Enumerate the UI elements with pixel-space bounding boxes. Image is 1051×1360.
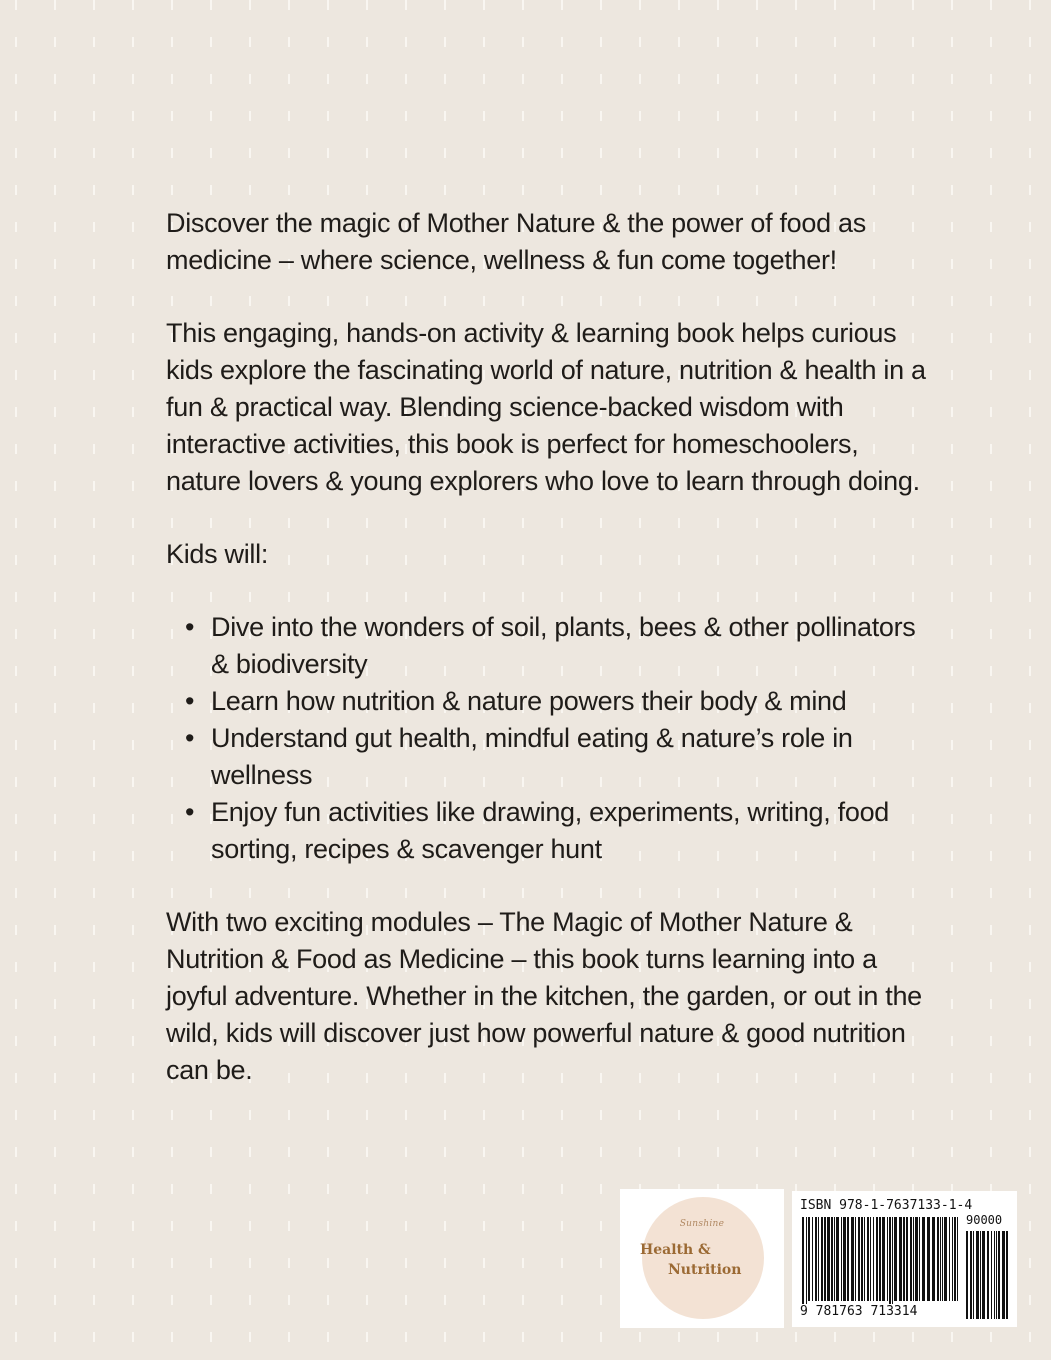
barcode-bar xyxy=(952,1217,953,1301)
barcode-bar xyxy=(1006,1231,1008,1319)
barcode-bar xyxy=(980,1231,981,1319)
barcode-bar xyxy=(1002,1231,1005,1319)
barcode-bar xyxy=(864,1217,865,1301)
barcode-bar xyxy=(847,1217,849,1301)
barcode-bar xyxy=(843,1217,846,1301)
barcode-bar xyxy=(903,1217,905,1301)
barcode-bar xyxy=(982,1231,985,1319)
barcode-bar xyxy=(821,1217,823,1301)
barcode-bar xyxy=(954,1217,956,1301)
barcode-bar xyxy=(944,1217,947,1301)
intro-paragraph: Discover the magic of Mother Nature & the power of food as medicine – where science, wellness & fun come together! xyxy=(166,208,866,275)
barcode-bar xyxy=(927,1217,930,1301)
barcode-bar xyxy=(987,1231,989,1319)
isbn-barcode xyxy=(792,1191,1017,1327)
barcode-bar xyxy=(831,1217,833,1301)
barcode-bar xyxy=(919,1217,920,1301)
barcode-bar xyxy=(824,1217,826,1301)
body-paragraph: This engaging, hands-on activity & learning book helps curious kids explore the fascinating world of nature, nutrition & health in a fun & practical way. Blending science-backed wisdom with interactive activities, this book is perfect for homeschoolers, nature lovers & young explorers who love to learn through doing. xyxy=(166,318,926,496)
kids-will-heading: Kids will: xyxy=(166,539,269,569)
barcode-bar xyxy=(870,1217,871,1301)
barcode-bar xyxy=(922,1217,925,1301)
barcode-bar xyxy=(906,1217,908,1301)
barcode-bar xyxy=(812,1217,813,1301)
barcode-bar xyxy=(996,1231,997,1319)
barcode-bar xyxy=(861,1217,863,1301)
barcode-bar xyxy=(937,1217,939,1301)
barcode-bar xyxy=(949,1217,950,1301)
barcode-bar xyxy=(998,1231,1000,1319)
barcode-bar xyxy=(932,1217,935,1301)
logo-title-line1: Health & xyxy=(640,1242,711,1258)
barcode-bar xyxy=(882,1217,885,1301)
ean-number: 9 781763 713314 xyxy=(800,1304,918,1319)
barcode-bar xyxy=(855,1217,856,1301)
barcode-bar xyxy=(976,1231,979,1319)
barcode-bar xyxy=(867,1217,869,1301)
barcode-bar xyxy=(973,1231,974,1319)
barcode-bar xyxy=(940,1217,941,1301)
logo-title-line2: Nutrition xyxy=(668,1262,742,1278)
barcode-bar xyxy=(834,1217,835,1301)
barcode-bar xyxy=(910,1217,912,1301)
barcode-bar xyxy=(887,1217,888,1301)
barcode-bar xyxy=(818,1217,819,1301)
closing-paragraph: With two exciting modules – The Magic of Mother Nature & Nutrition & Food as Medicine – this book turns learning into a joyful adventure. Whether in the kitchen, the garden, or out in the wild, kids will discover just how powerful nature & good nutrition can be. xyxy=(166,907,922,1085)
barcode-bar xyxy=(815,1217,817,1301)
barcode-bar xyxy=(806,1217,807,1307)
barcode-bar xyxy=(889,1217,891,1307)
barcode-bar xyxy=(899,1217,902,1301)
barcode-bar xyxy=(841,1217,842,1301)
addon-number: 90000 xyxy=(966,1213,1003,1227)
barcode-bar xyxy=(892,1217,893,1307)
isbn-label: ISBN 978-1-7637133-1-4 xyxy=(800,1198,973,1213)
barcode-bar xyxy=(991,1231,992,1319)
barcode-bar xyxy=(827,1217,830,1301)
list-item: • Understand gut health, mindful eating & nature’s role in wellness xyxy=(211,720,936,794)
barcode-bar xyxy=(808,1217,810,1301)
barcode-bar xyxy=(879,1217,881,1301)
barcode-bar xyxy=(894,1217,897,1301)
barcode-bar xyxy=(913,1217,914,1301)
list-item: • Enjoy fun activities like drawing, experiments, writing, food sorting, recipes & scavenger hunt xyxy=(211,794,936,868)
publisher-logo xyxy=(620,1189,784,1328)
barcode-bar xyxy=(851,1217,854,1301)
logo-script-text: Sunshine xyxy=(679,1219,725,1229)
barcode-bar xyxy=(970,1231,972,1319)
barcode-bar xyxy=(836,1217,839,1301)
kids-will-list xyxy=(166,609,936,868)
barcode-bar xyxy=(966,1231,968,1319)
barcode-bar xyxy=(876,1217,878,1301)
back-cover-description xyxy=(166,205,936,1125)
barcode-bar xyxy=(957,1217,958,1301)
barcode-bar xyxy=(915,1217,918,1301)
barcode-bar xyxy=(873,1217,874,1301)
logo-circle xyxy=(642,1197,764,1319)
barcode-bar xyxy=(994,1231,995,1319)
list-item: • Learn how nutrition & nature powers their body & mind xyxy=(211,683,936,720)
list-item: • Dive into the wonders of soil, plants, bees & other pollinators & biodiversity xyxy=(211,609,936,683)
barcode-bar xyxy=(942,1217,943,1301)
barcode-bar xyxy=(802,1217,804,1307)
barcode-bar xyxy=(858,1217,860,1301)
